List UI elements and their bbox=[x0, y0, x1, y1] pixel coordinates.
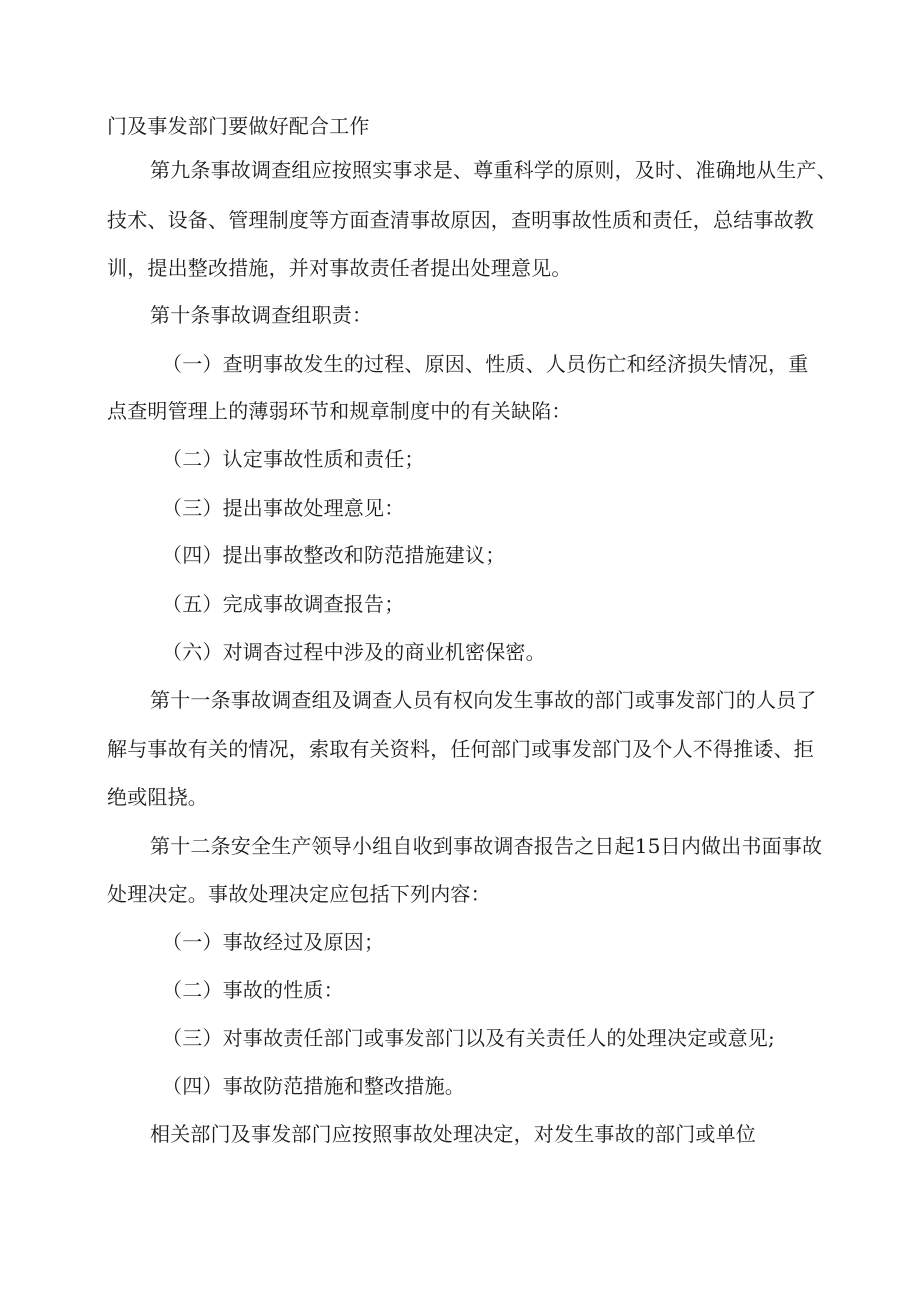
article-12-item-1: （一）事故经过及原因； bbox=[162, 930, 385, 954]
article-10-item-2: （二）认定事故性质和责任； bbox=[162, 447, 425, 471]
article-12-item-3: （三）对事故责任部门或事发部门以及有关责任人的处理决定或意见; bbox=[162, 1026, 775, 1050]
article-12-item-2: （二）事故的性质： bbox=[162, 978, 344, 1002]
article-10-item-5: （五）完成事故调查报告； bbox=[162, 592, 405, 616]
article-11-line-2: 解与事故有关的情况，索取有关资料，任何部门或事发部门及个人不得推诿、拒 bbox=[107, 737, 814, 761]
article-11-line-1: 第十一条事故调查组及调查人员有权向发生事故的部门或事发部门的人员了 bbox=[150, 688, 817, 712]
article-12-line-1: 第十二条安全生产领导小组自收到事故调杳报告之日起15日内做出书面事故 bbox=[150, 834, 823, 858]
article-12-item-4: （四）事故防范措施和整改措施。 bbox=[162, 1074, 465, 1098]
closing-line: 相关部门及事发部门应按照事故处理决定，对发生事故的部门或单位 bbox=[150, 1122, 756, 1146]
article-10-heading: 第十条事故调查组职责： bbox=[150, 303, 373, 327]
article-10-item-3: （三）提出事故处理意见： bbox=[162, 496, 405, 520]
article-10-item-4: （四）提出事故整改和防范措施建议； bbox=[162, 543, 506, 567]
article-10-item-6: （六）对调杳过程中涉及的商业机密保密。 bbox=[162, 640, 546, 664]
article-9-line-3: 训，提出整改措施，并对事故责任者提出处理意见。 bbox=[107, 256, 572, 280]
article-10-item-1-line-1: （一）查明事故发生的过程、原因、性质、人员伤亡和经济损失情况，重 bbox=[162, 352, 809, 376]
text-line-continuation: 门及事发部门要做好配合工作 bbox=[107, 114, 370, 138]
article-11-line-3: 绝或阻挠。 bbox=[107, 785, 208, 809]
article-9-line-1: 第九条事故调查组应按照实事求是、尊重科学的原则，及时、准确地从生产、 bbox=[150, 158, 837, 182]
article-12-line-2: 处理决定。事故处理决定应包括下列内容： bbox=[107, 882, 491, 906]
article-10-item-1-line-2: 点查明管理上的薄弱环节和规章制度中的有关缺陷： bbox=[107, 399, 572, 423]
article-9-line-2: 技术、设备、管理制度等方面查清事故原因，查明事故性质和责任，总结事故教 bbox=[107, 208, 814, 232]
